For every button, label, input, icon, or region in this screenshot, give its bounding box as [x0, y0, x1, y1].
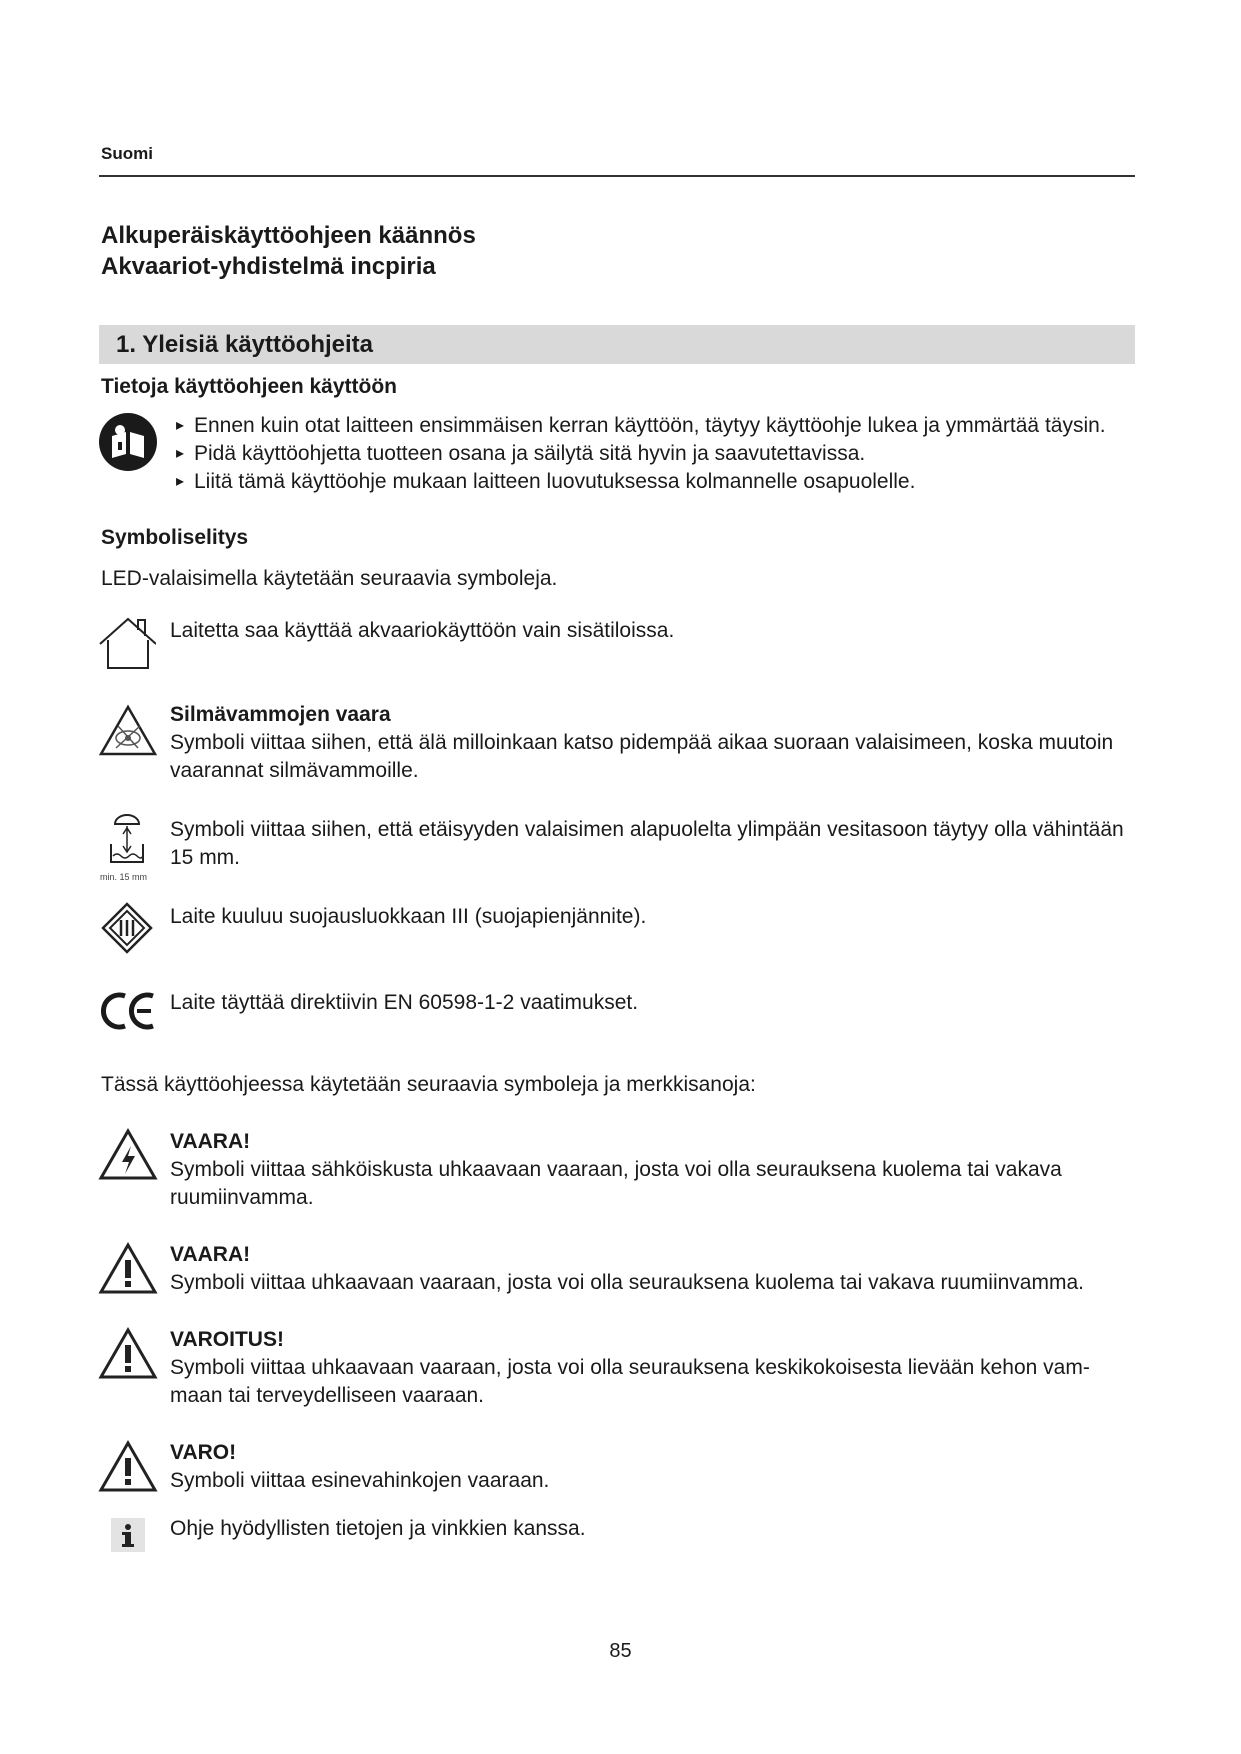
electric-danger-icon	[98, 1128, 158, 1187]
entry-text: Ohje hyödyllisten tietojen ja vinkkien kanssa.	[170, 1517, 586, 1540]
symbol-entry-protection	[170, 903, 1140, 931]
symbols-intro: LED-valaisimella käytetään seuraavia symboleja.	[101, 567, 558, 590]
entry-text: Symboli viittaa uhkaavaan vaaraan, josta voi olla seurauksena kuolema tai vakava ruumiinvamma.	[170, 1271, 1084, 1294]
entry-text: Laitetta saa käyttää akvaariokäyttöön vain sisätiloissa.	[170, 619, 675, 642]
signal-entry-caution	[170, 1439, 1140, 1495]
entry-text: Laite kuuluu suojausluokkaan III (suojapienjännite).	[170, 905, 647, 928]
entry-heading: VAROITUS!	[170, 1328, 284, 1351]
manual-info-list	[176, 412, 1106, 496]
signal-entry-danger	[170, 1241, 1140, 1297]
entry-text: Laite täyttää direktiivin EN 60598-1-2 vaatimukset.	[170, 991, 639, 1014]
symbol-entry-indoor	[170, 617, 1140, 645]
manual-info-heading: Tietoja käyttöohjeen käyttöön	[101, 375, 397, 398]
entry-text: Symboli viittaa siihen, että etäisyyden valaisimen alapuolelta ylimpään vesitasoon täytyy olla vähintään 15 mm.	[170, 818, 1124, 869]
entry-heading: Silmävammojen vaara	[170, 703, 391, 726]
indoor-house-icon	[98, 616, 156, 675]
language-label: Suomi	[101, 144, 153, 163]
warning-icon	[98, 1327, 158, 1386]
signal-words-intro: Tässä käyttöohjeessa käytetään seuraavia symboleja ja merkkisanoja:	[101, 1073, 756, 1096]
read-manual-icon	[98, 412, 158, 477]
header-divider	[99, 175, 1135, 177]
symbol-entry-eye	[170, 701, 1140, 785]
signal-entry-info	[170, 1515, 1140, 1543]
title-line-1: Alkuperäiskäyttöohjeen käännös	[101, 222, 476, 249]
danger-warning-icon	[98, 1242, 158, 1301]
entry-text: Symboli viittaa esinevahinkojen vaaraan.	[170, 1469, 550, 1492]
protection-class-iii-icon	[101, 902, 153, 959]
signal-entry-warning	[170, 1326, 1140, 1410]
list-item: ▸ Liitä tämä käyttöohje mukaan laitteen luovutuksessa kolmannelle osapuolelle.	[176, 468, 1106, 496]
symbol-entry-distance	[170, 816, 1140, 872]
signal-entry-electric-danger	[170, 1128, 1140, 1212]
list-item: ▸ Pidä käyttöohjetta tuotteen osana ja säilytä sitä hyvin ja saavutettavissa.	[176, 440, 1106, 468]
info-icon	[111, 1518, 145, 1557]
min-distance-icon	[107, 812, 147, 875]
entry-heading: VARO!	[170, 1441, 237, 1464]
eye-injury-warning-icon	[98, 704, 158, 763]
section-heading-bar	[99, 325, 1135, 364]
title-line-2: Akvaariot-yhdistelmä incpiria	[101, 253, 436, 280]
section-heading: 1. Yleisiä käyttöohjeita	[116, 331, 374, 358]
entry-text: Symboli viittaa siihen, että älä milloinkaan katso pidempää aikaa suoraan valaisimeen, koska muutoin vaarannat silmävammoille.	[170, 731, 1114, 782]
entry-text: Symboli viittaa uhkaavaan vaaraan, josta voi olla seurauksena keskikokoisesta lievään kehon vam- maan tai terveydelliseen vaaraan.	[170, 1356, 1090, 1407]
caution-icon	[98, 1440, 158, 1499]
symbols-heading: Symboliselitys	[101, 526, 249, 549]
entry-heading: VAARA!	[170, 1130, 251, 1153]
page-number: 85	[609, 1640, 632, 1662]
ce-mark-icon	[101, 990, 157, 1037]
entry-heading: VAARA!	[170, 1243, 251, 1266]
entry-text: Symboli viittaa sähköiskusta uhkaavaan vaaraan, josta voi olla seurauksena kuolema tai vakava ruumiinvamma.	[170, 1158, 1062, 1209]
min-distance-caption: min. 15 mm	[100, 872, 148, 882]
document-title	[101, 220, 476, 282]
symbol-entry-ce	[170, 989, 1140, 1017]
list-item: ▸ Ennen kuin otat laitteen ensimmäisen kerran käyttöön, täytyy käyttöohje lukea ja ymmärtää täysin.	[176, 412, 1106, 440]
